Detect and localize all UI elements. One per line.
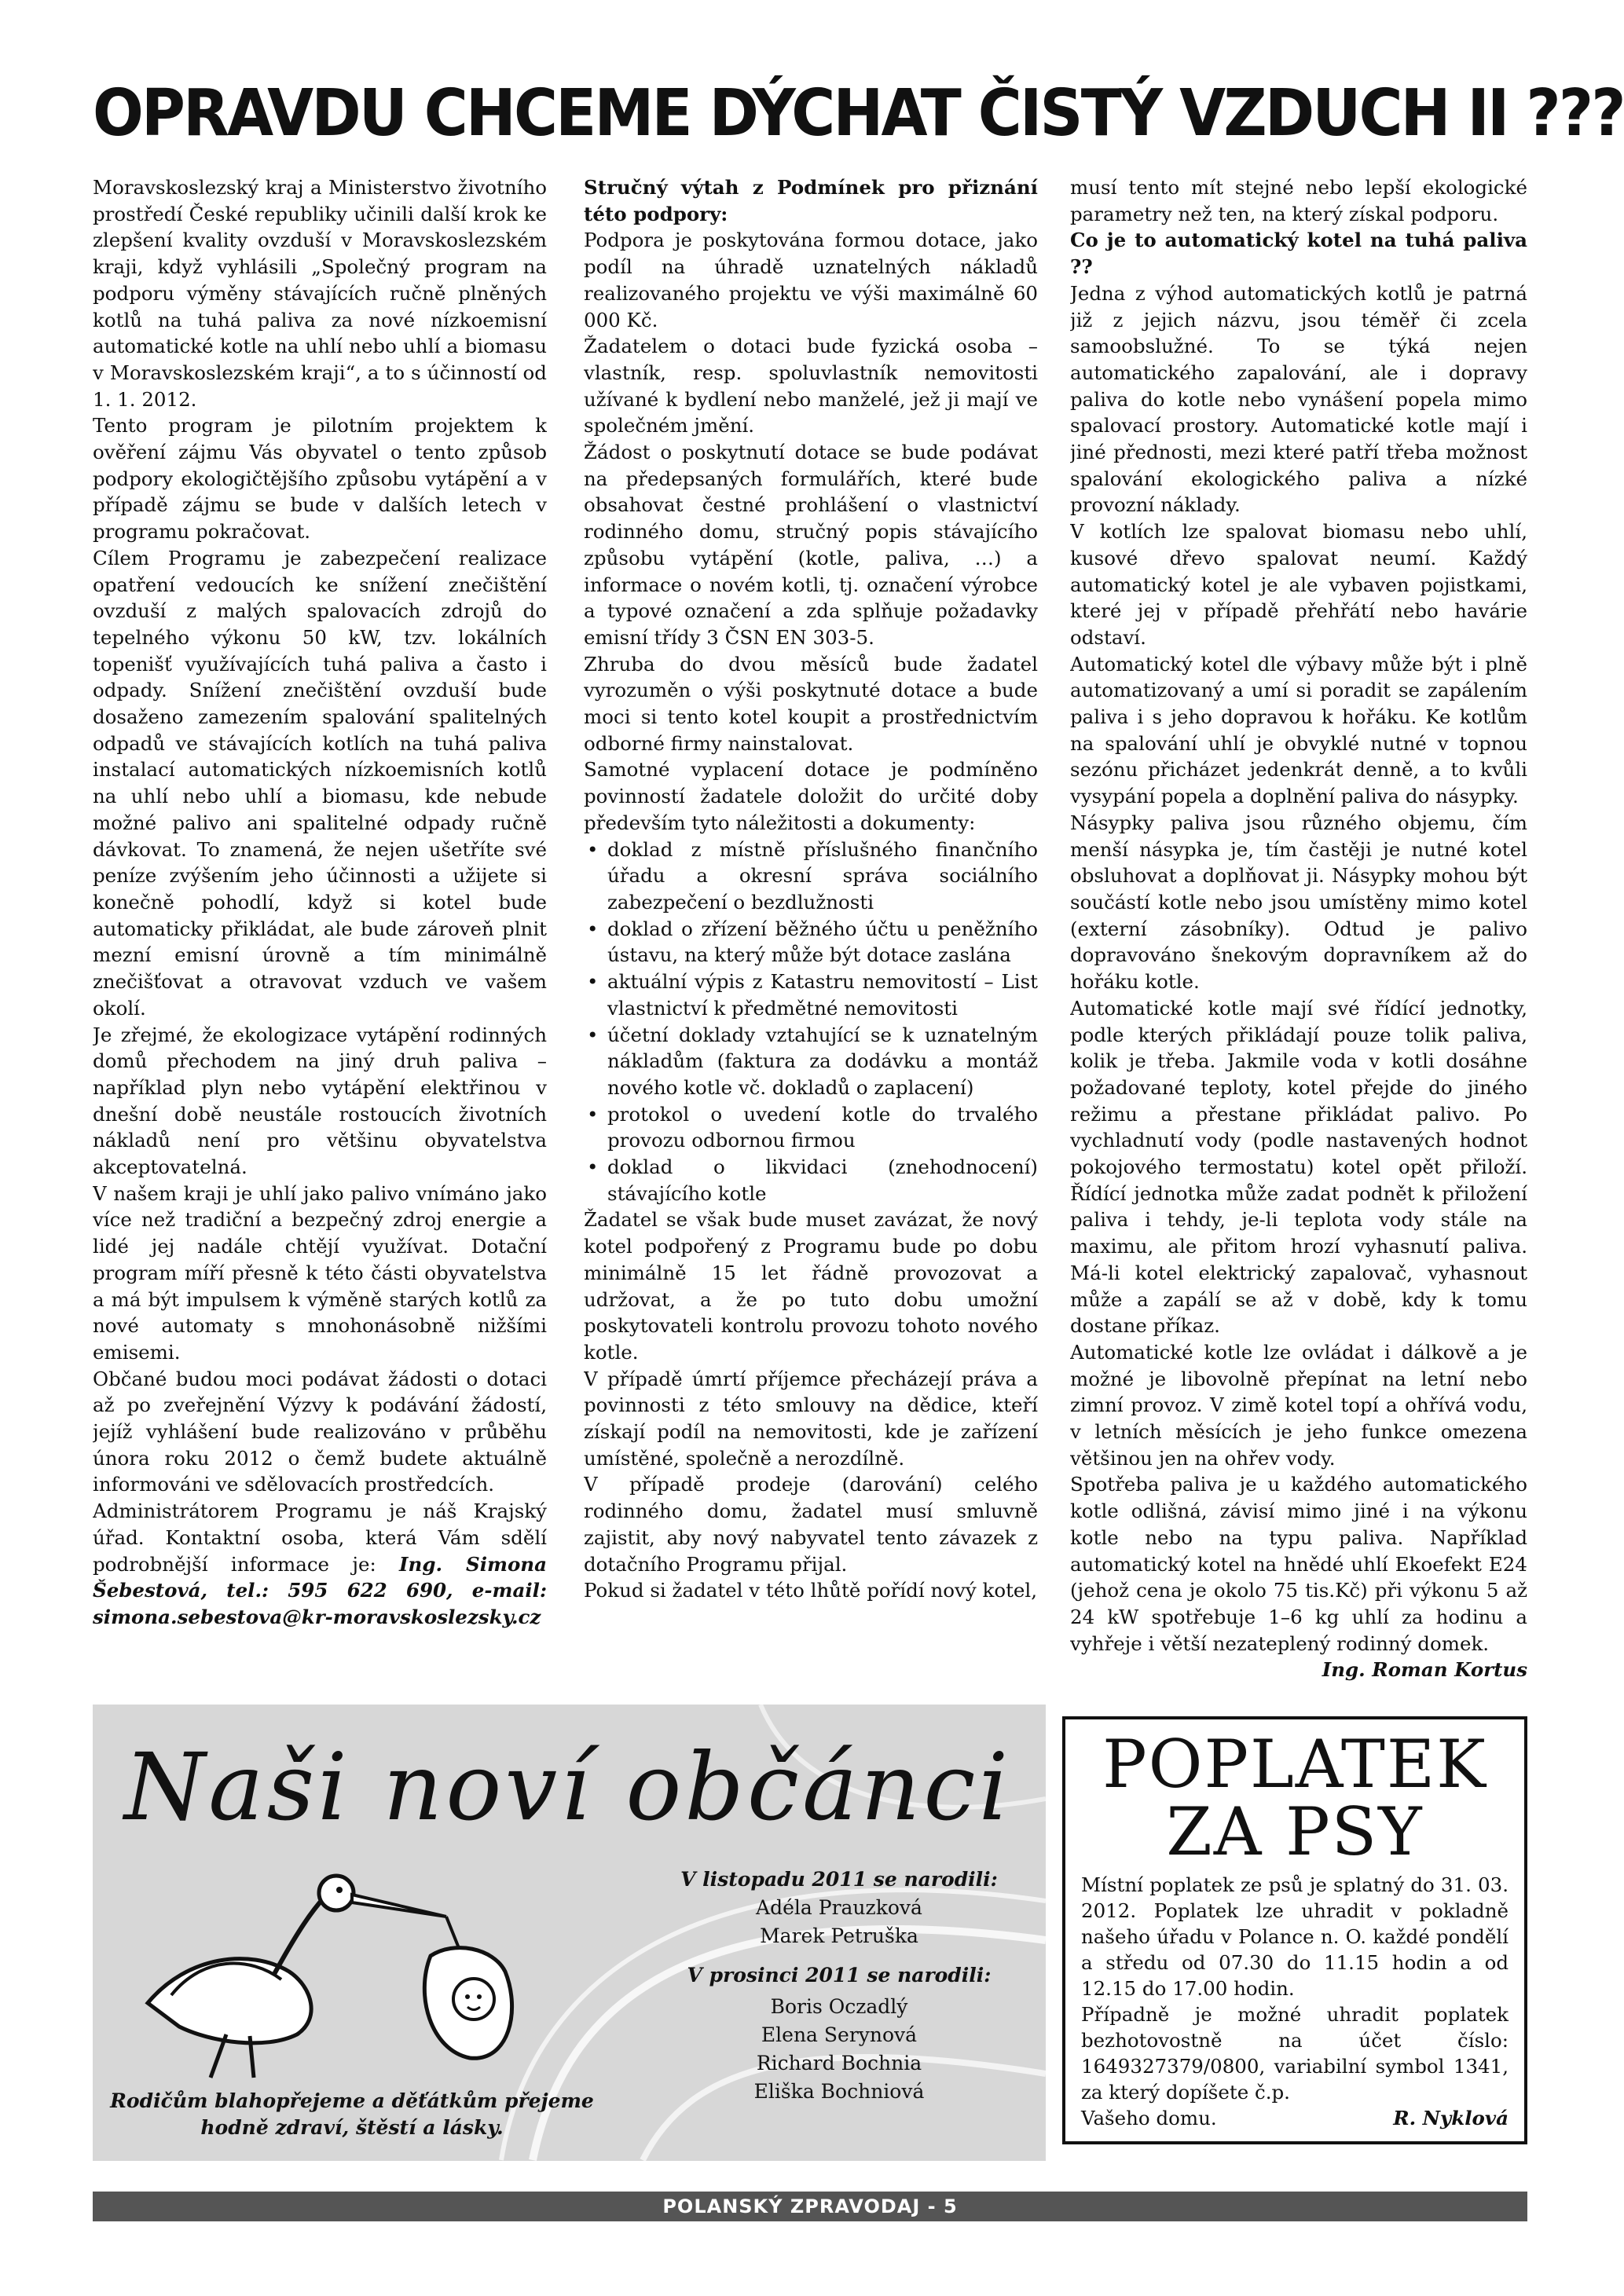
- congratulations-line: Rodičům blahopřejeme a děťátkům přejeme: [110, 2089, 594, 2112]
- birth-name: Richard Bochnia: [756, 2052, 922, 2074]
- column-2: [584, 174, 1038, 1683]
- paragraph: Pokud si žadatel v této lhůtě pořídí nový kotel,: [584, 1579, 1038, 1602]
- paragraph: Automatické kotle mají své řídící jednotky, podle kterých přikládají pouze tolik paliva, kolik je třeba. Jakmile voda v kotli dosáhne požadované teploty, kotel přejde do jiného režimu a přestane přikládat palivo. Po vychladnutí vody (podle nastavených hodnot pokojového termostatu) kotel opět přiloží. Řídící jednotka může zadat podnět k přiložení paliva i tehdy, je-li teplota vody stále na maximu, ale přitom hrozí vyhasnutí paliva. Má-li kotel elektrický zapalovač, vyhasnout může a zapálí se až v době, kdy k tomu dostane příkaz.: [1070, 996, 1527, 1338]
- column-1: [93, 174, 547, 1683]
- document-list: [584, 837, 1038, 1207]
- headline: OPRAVDU CHCEME DÝCHAT ČISTÝ VZDUCH II ???: [93, 76, 1624, 151]
- list-item: • doklad o likvidaci (znehodnocení) stávajícího kotle: [584, 1154, 1038, 1207]
- dog-fee-title-line: ZA PSY: [1166, 1793, 1424, 1870]
- list-item: • účetní doklady vztahující se k uznatelným nákladům (faktura za dodávku a montáž nového kotle vč. dokladů o zaplacení): [584, 1022, 1038, 1101]
- page-footer: POLANSKÝ ZPRAVODAJ - 5: [93, 2192, 1527, 2221]
- births-title: Naši noví občánci: [124, 1733, 1012, 1841]
- paragraph: Zhruba do dvou měsíců bude žadatel vyrozuměn o výši poskytnuté dotace a bude moci si tento kotel koupit a prostřednictvím odborné firmy nainstalovat.: [584, 652, 1038, 755]
- paragraph: Případně je možné uhradit poplatek bezhotovostně na účet číslo: 1649327379/0800, variabilní symbol 1341, za který dopíšete č.p.: [1081, 2003, 1509, 2104]
- birth-name: Boris Oczadlý: [770, 1995, 908, 2018]
- birth-name: Elena Serynová: [761, 2023, 918, 2046]
- paragraph: Žádost o poskytnutí dotace se bude podávat na předepsaných formulářích, které bude obsahovat čestné prohlášení o vlastnictví rodinného domu, stručný popis stávajícího způsobu vytápění (kotle, paliva, …) a informace o novém kotli, tj. označení výrobce a typové označení a zda splňuje požadavky emisní třídy 3 ČSN EN 303-5.: [584, 441, 1038, 649]
- contact-intro: Administrátorem Programu je náš Krajský úřad. Kontaktní osoba, která Vám sdělí podrobnější informace je:: [93, 1500, 547, 1576]
- dog-fee-box: [1062, 1716, 1527, 2144]
- new-citizens-box: [93, 1705, 1046, 2161]
- birth-name: Eliška Bochniová: [753, 2080, 925, 2103]
- paragraph: V kotlích lze spalovat biomasu nebo uhlí, kusové dřevo spalovat neumí. Každý automatický kotel je ale vybaven pojistkami, které jej v případě přehřátí nebo havárie odstaví.: [1070, 520, 1527, 649]
- dog-fee-closing: [1081, 2105, 1509, 2131]
- dog-fee-title-line: POPLATEK: [1102, 1726, 1487, 1803]
- paragraph: Jedna z výhod automatických kotlů je patrná již z jejich názvu, jsou téměř či zcela samoobslužné. To se týká nejen automatického zapalování, ale i dopravy paliva do kotle nebo vynášení popela mimo spalovací prostory. Automatické kotle mají i jiné přednosti, mezi které patří třeba možnost spalování ekologického paliva a nízké provozní náklady.: [1070, 281, 1527, 517]
- paragraph: V našem kraji je uhlí jako palivo vnímáno jako více než tradiční a bezpečný zdroj energie a lidé jej nadále chtějí využívat. Dotační program míří přesně k této části obyvatelstva a má být impulsem k výměně starých kotlů za nové automaty s mnohonásobně nižšími emisemi.: [93, 1181, 547, 1364]
- paragraph: Spotřeba paliva je u každého automatického kotle odlišná, závisí mimo jiné i na výkonu kotle nebo na typu paliva. Například automatický kotel na hnědé uhlí Ekoefekt E24 (jehož cena je okolo 75 tis.Kč) při výkonu 5 až 24 kW spotřebuje 1–6 kg uhlí za hodinu a vyhřeje i větší nezateplený rodinný domek.: [1070, 1473, 1527, 1655]
- paragraph: Žadatel se však bude muset zavázat, že nový kotel podpořený z Programu bude po dobu minimálně 15 let řádně provozovat a udržovat, a že po tuto dobu umožní poskytovateli kontrolu provozu tohoto nového kotle.: [584, 1208, 1038, 1364]
- paragraph-end: Vašeho domu.: [1081, 2107, 1217, 2129]
- congratulations: [101, 2088, 603, 2141]
- list-item: • aktuální výpis z Katastru nemovitostí – List vlastnictví k předmětné nemovitosti: [584, 969, 1038, 1021]
- paragraph: V případě prodeje (darování) celého rodinného domu, žadatel musí smluvně zajistit, aby nový nabyvatel tento závazek z dotačního Programu přijal.: [584, 1473, 1038, 1576]
- paragraph: musí tento mít stejné nebo lepší ekologické parametry než ten, na který získal podporu.: [1070, 176, 1527, 225]
- paragraph: Cílem Programu je zabezpečení realizace opatření vedoucích ke snížení znečištění ovzduší z malých spalovacích zdrojů do tepelného výkonu 50 kW, tzv. lokálních topenišť využívajících tuhá paliva a často i odpady. Snížení znečištění ovzduší bude dosaženo zamezením spalování spalitelných odpadů ve stávajících kotlích na tuhá paliva instalací automatických nízkoemisních kotlů na uhlí nebo uhlí a biomasu, kde nebude možné palivo ani spalitelné odpady ručně dávkovat. To znamená, že nejen ušetříte své peníze zvýšením jeho účinnosti a užijete si konečně pohodlí, když si kotel bude automaticky přikládat, ale bude zároveň plnit mezní emisní úrovně a tím minimálně znečišťovat a otravovat vzduch ve vašem okolí.: [93, 546, 547, 1020]
- paragraph: Je zřejmé, že ekologizace vytápění rodinných domů přechodem na jiný druh paliva – například plyn nebo vytápění elektřinou v dnešní době neustále rostoucích životních nákladů není pro většinu obyvatelstva akceptovatelná.: [93, 1023, 547, 1179]
- paragraph: V případě úmrtí příjemce přecházejí práva a povinnosti z této smlouvy na dědice, kteří získají podíl na nemovitosti, kde je zařízení umístěné, společně a nerozdílně.: [584, 1367, 1038, 1470]
- dog-fee-title: [1081, 1726, 1509, 1870]
- list-item: • protokol o uvedení kotle do trvalého provozu odbornou firmou: [584, 1101, 1038, 1154]
- list-item: • doklad z místně příslušného finančního úřadu a okresní správa sociálního zabezpečení o bezdlužnosti: [584, 837, 1038, 916]
- stork-icon: [116, 1862, 525, 2082]
- section-heading: Co je to automatický kotel na tuhá paliva ??: [1070, 229, 1527, 279]
- congratulations-line: hodně zdraví, štěstí a lásky.: [200, 2116, 504, 2139]
- paragraph: Místní poplatek ze psů je splatný do 31. 03. 2012. Poplatek lze uhradit v pokladně našeho úřadu v Polance n. O. každé pondělí a středu od 07.30 do 11.15 hodin a od 12.15 do 17.00 hodin.: [1081, 1873, 1509, 2000]
- paragraph: Občané budou moci podávat žádosti o dotaci až po zveřejnění Výzvy k podávání žádostí, jejíž vyhlášení bude realizováno v průběhu února roku 2012 o čemž budete aktuálně informováni ve sdělovacích prostředcích.: [93, 1367, 547, 1496]
- paragraph: [93, 1498, 547, 1631]
- paragraph: Automatické kotle lze ovládat i dálkově a je možné je libovolně přepínat na letní nebo zimní provoz. V zimě kotel topí a ohřívá vodu, v letních měsících je jeho funkce omezena většinou jen na ohřev vody.: [1070, 1340, 1527, 1470]
- december-heading: V prosinci 2011 se narodili:: [687, 1964, 992, 1987]
- paragraph: Žadatelem o dotaci bude fyzická osoba – vlastník, resp. spoluvlastník nemovitosti užívané k bydlení nebo manželé, jež ji mají ve společném jmění.: [584, 335, 1038, 438]
- paragraph: Podpora je poskytována formou dotace, jako podíl na úhradě uznatelných nákladů realizovaného projektu ve výši maximálně 60 000 Kč.: [584, 229, 1038, 331]
- contact-details: Ing. Simona Šebestová, tel.: 595 622 690, e-mail: simona.sebestova@kr-moravskoslezsky.cz: [93, 1552, 547, 1628]
- paragraph: Násypky paliva jsou různého objemu, čím menší násypka je, tím častěji je nutné kotel obsluhovat a doplňovat ji. Násypky mohou být součástí kotle nebo jsou umístěny mimo kotel (externí zásobníky). Odtud je palivo dopravováno šnekovým dopravníkem až do hořáku kotle.: [1070, 811, 1527, 994]
- paragraph: Tento program je pilotním projektem k ověření zájmu Vás obyvatel o tento způsob podpory ekologičtějšího způsobu vytápění a v případě zájmu se bude v dalších letech v programu pokračovat.: [93, 414, 547, 544]
- section-heading: Stručný výtah z Podmínek pro přiznání této podpory:: [584, 176, 1038, 225]
- author-signature: Ing. Roman Kortus: [1322, 1658, 1527, 1682]
- november-heading: V listopadu 2011 se narodili:: [680, 1868, 998, 1891]
- birth-name: Marek Petruška: [760, 1924, 918, 1947]
- column-3: [1070, 174, 1527, 1683]
- paragraph: Samotné vyplacení dotace je podmíněno povinností žadatele doložit do určité doby především tyto náležitosti a dokumenty:: [584, 758, 1038, 834]
- list-item: • doklad o zřízení běžného účtu u peněžního ústavu, na který může být dotace zaslána: [584, 916, 1038, 969]
- dog-fee-signature: R. Nyklová: [1393, 2107, 1509, 2129]
- paragraph: Moravskoslezský kraj a Ministerstvo životního prostředí České republiky učinili další krok ke zlepšení kvality ovzduší v Moravskoslezském kraji, když vyhlásili „Společný program na podporu výměny stávajících ručně plněných kotlů na tuhá paliva za nové nízkoemisní automatické kotle na uhlí nebo uhlí a biomasu v Moravskoslezském kraji“, a to s účinností od 1. 1. 2012.: [93, 176, 547, 411]
- paragraph: Automatický kotel dle výbavy může být i plně automatizovaný a umí si poradit se zapálením paliva i s jeho dopravou k hořáku. Ke kotlům na spalování uhlí je obvyklé nutné v topnou sezónu přicházet jedenkrát denně, a to kvůli vysypání popela a doplnění paliva do násypky.: [1070, 652, 1527, 808]
- birth-name: Adéla Prauzková: [756, 1896, 922, 1919]
